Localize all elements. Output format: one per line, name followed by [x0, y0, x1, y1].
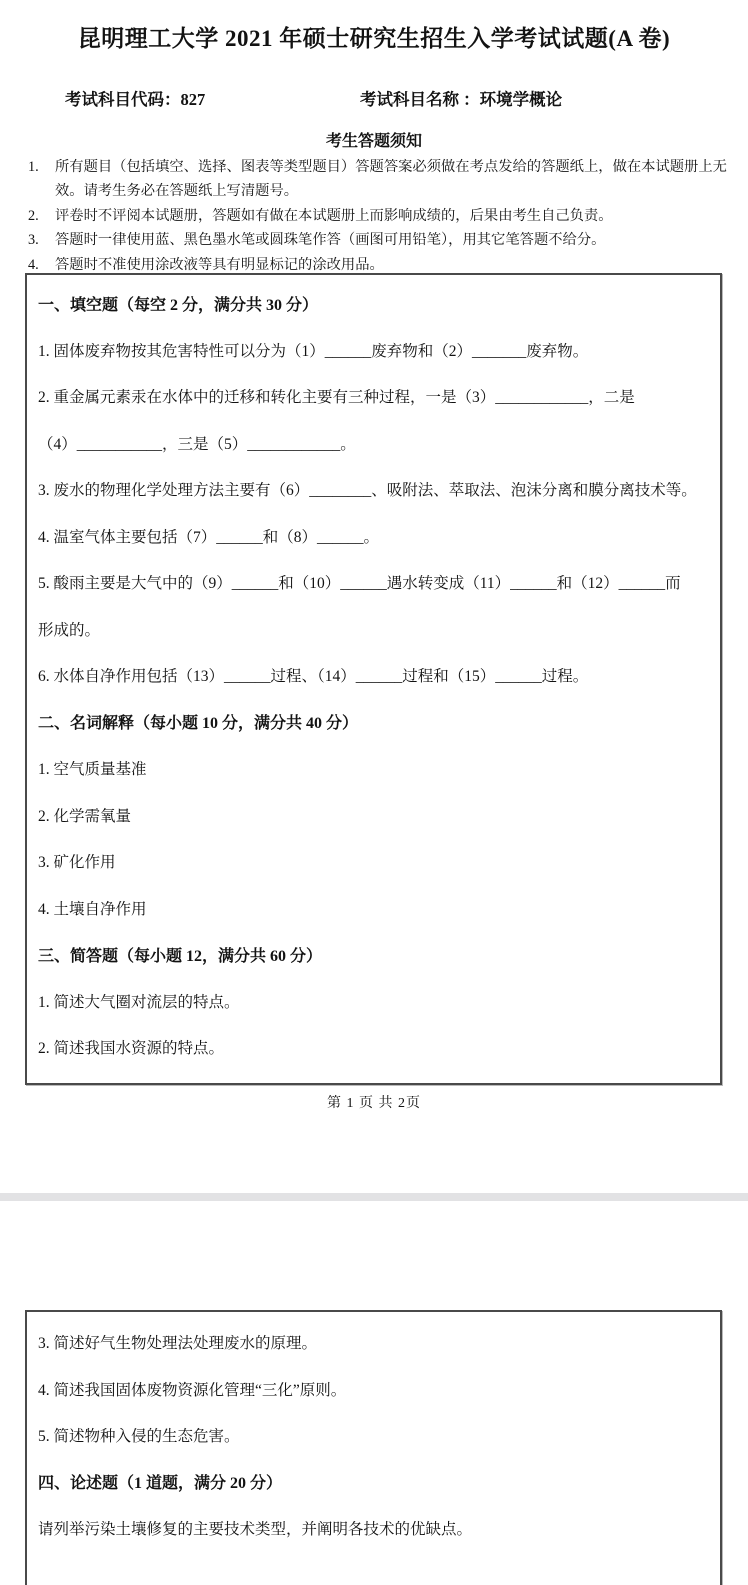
notice-number: 2.: [28, 207, 39, 224]
question-line: 6. 水体自净作用包括（13）______过程、（14）______过程和（15）______过程。: [38, 668, 589, 686]
question-line: 1. 空气质量基准: [38, 761, 147, 779]
subject-name: 考试科目名称 ：环境学概论: [360, 90, 563, 109]
subject-row: [0, 86, 748, 110]
section-heading-essay: 四、论述题（1 道题，满分 20 分）: [38, 1475, 283, 1493]
question-line: 请列举污染土壤修复的主要技术类型，并阐明各技术的优缺点。: [38, 1521, 473, 1539]
page-divider: [0, 1193, 748, 1201]
section-heading-terms: 二、名词解释（每小题 10 分，满分共 40 分）: [38, 715, 359, 733]
section-heading-short-answer: 三、简答题（每小题 12，满分共 60 分）: [38, 947, 323, 965]
question-line: 2. 简述我国水资源的特点。: [38, 1040, 225, 1058]
question-line: 4. 温室气体主要包括（7）______和（8）______。: [38, 528, 380, 546]
question-line: 3. 矿化作用: [38, 854, 116, 872]
question-line: （4）___________，三是（5）____________。: [38, 435, 356, 453]
question-line: 5. 酸雨主要是大气中的（9）______和（10）______遇水转变成（11）______和（12）______而: [38, 575, 681, 593]
notice-item: [28, 204, 731, 228]
question-line: 5. 简述物种入侵的生态危害。: [38, 1428, 240, 1446]
question-line: 1. 固体废弃物按其危害特性可以分为（1）______废弃物和（2）_______废弃物。: [38, 342, 589, 360]
section-heading-fill-blank: 一、填空题（每空 2 分，满分共 30 分）: [38, 296, 319, 314]
notice-text: 评卷时不评阅本试题册，答题如有做在本试题册上而影响成绩的，后果由考生自己负责。: [55, 207, 613, 224]
question-line: 3. 简述好气生物处理法处理废水的原理。: [38, 1335, 318, 1353]
notice-number: 3.: [28, 232, 39, 249]
notice-number: 1.: [28, 159, 39, 175]
question-line: 3. 废水的物理化学处理方法主要有（6）________、吸附法、萃取法、泡沫分离和膜分离技术等。: [38, 482, 697, 500]
notice-text: 所有题目（包括填空、选择、图表等类型题目）答题答案必须做在考点发给的答题纸上，做在本试题册上无效。请考生务必在答题纸上写清题号。: [55, 159, 727, 200]
question-line: 1. 简述大气圈对流层的特点。: [38, 993, 240, 1011]
question-line: 4. 土壤自净作用: [38, 900, 147, 918]
notice-text: 答题时不准使用涂改液等具有明显标记的涂改用品。: [55, 256, 384, 273]
page-footer: 第 1 页 共 2页: [327, 1096, 421, 1111]
questions-box-page1: [25, 273, 722, 1085]
page-title: 昆明理工大学 2021 年硕士研究生招生入学考试试题(A 卷): [77, 26, 671, 51]
notice-item: [28, 155, 731, 204]
notice-item: [28, 228, 731, 252]
question-line: 形成的。: [38, 621, 101, 639]
questions-box-page2: [25, 1310, 722, 1585]
notice-list: [28, 155, 731, 277]
question-line: 4. 简述我国固体废物资源化管理“三化”原则。: [38, 1381, 347, 1399]
question-line: 2. 化学需氧量: [38, 807, 132, 825]
subject-code: 考试科目代码：827: [65, 90, 206, 109]
notice-number: 4.: [28, 256, 39, 273]
notice-text: 答题时一律使用蓝、黑色墨水笔或圆珠笔作答（画图可用铅笔），用其它笔答题不给分。: [55, 232, 606, 249]
notice-title: 考生答题须知: [325, 133, 422, 150]
question-line: 2. 重金属元素汞在水体中的迁移和转化主要有三种过程，一是（3）____________，二是: [38, 389, 635, 407]
